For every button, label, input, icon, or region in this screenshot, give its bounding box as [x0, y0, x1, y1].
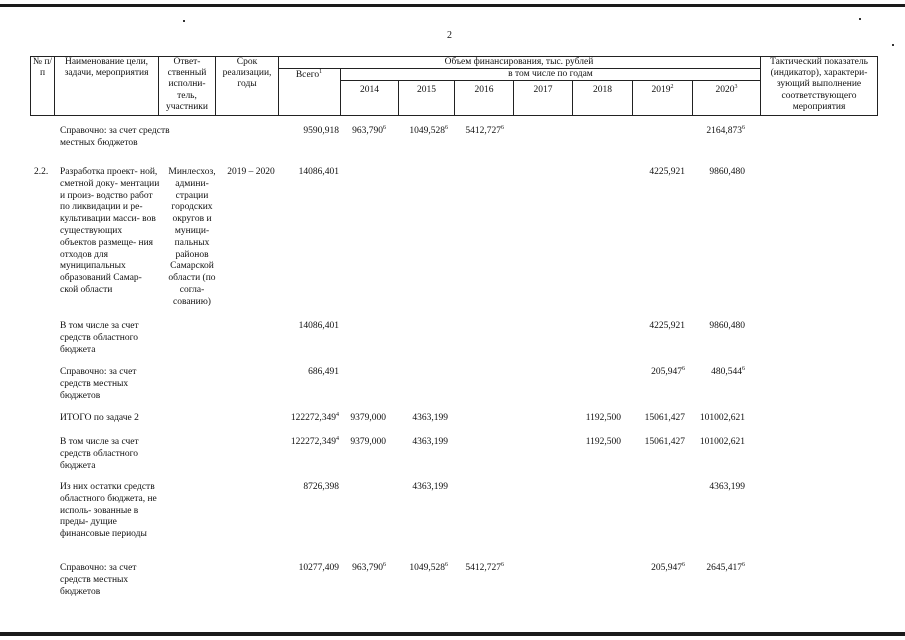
header-year-2019: 2019$^2$ — [651, 83, 674, 95]
header-col-divider — [158, 56, 159, 116]
row-total: 8726,398 — [303, 482, 339, 492]
header-year-2015: 2015 — [417, 85, 436, 95]
row-2016: 5412,727$^6$ — [465, 561, 504, 573]
header-num: № п/п — [32, 57, 53, 79]
row-term: 2019 – 2020 — [227, 167, 275, 177]
row-total: 14086,401 — [298, 321, 339, 331]
header-year-2020: 2020$^3$ — [715, 83, 738, 95]
row-2019: 205,947$^6$ — [651, 561, 685, 573]
scan-speck — [183, 20, 185, 22]
row-2014: 963,790$^6$ — [352, 561, 386, 573]
header-name: Наименование цели, задачи, мероприятия — [64, 57, 149, 79]
row-2019: 4225,921 — [649, 167, 685, 177]
header-col-divider — [54, 56, 55, 116]
header-by-years: в том числе по годам — [508, 69, 593, 79]
row-2020: 2164,873$^6$ — [706, 124, 745, 136]
row-name: В том числе за счет средств областного бюджета — [60, 437, 139, 471]
row-2015: 1049,528$^6$ — [409, 124, 448, 136]
row-num: 2.2. — [34, 167, 49, 177]
row-2016: 5412,727$^6$ — [465, 124, 504, 136]
top-border-line — [0, 4, 905, 7]
header-term: Срок реализации, годы — [222, 57, 272, 90]
row-2015: 4363,199 — [412, 437, 448, 447]
table-header — [30, 56, 878, 116]
row-2020: 2645,417$^6$ — [706, 561, 745, 573]
header-year-2017: 2017 — [533, 85, 553, 95]
row-name: Разработка проект- ной, сметной доку- ментации и произ- водство работ по ликвидации и ре- культивации масси- вов существующих объектов размеще- ния отходов для муниципальных образований Самар- ской области — [60, 167, 160, 295]
row-2020: 4363,199 — [709, 482, 745, 492]
row-2020: 480,544$^6$ — [711, 365, 745, 377]
header-responsible: Ответ- ственный исполни- тель, участники — [166, 57, 208, 112]
row-name: Из них остатки средств областного бюджета, не исполь- зованные в преды- дущие финансовые периоды — [60, 482, 157, 540]
header-year-2016: 2016 — [474, 85, 494, 95]
row-2014: 9379,000 — [350, 437, 386, 447]
header-col-divider — [877, 56, 878, 116]
row-responsible: Минлесхоз, админи- страции городских округов и муници- пальных районов Самарской области (по согла- сованию) — [168, 167, 216, 307]
header-volume-title: Объем финансирования, тыс. рублей — [444, 57, 594, 67]
row-name: Справочно: за счет средств местных бюджетов — [60, 563, 137, 597]
scan-speck — [859, 18, 861, 20]
row-2020: 101002,621 — [699, 413, 745, 423]
row-2019: 15061,427 — [644, 437, 685, 447]
row-2014: 9379,000 — [350, 413, 386, 423]
row-2019: 15061,427 — [644, 413, 685, 423]
row-2019: 4225,921 — [649, 321, 685, 331]
row-total: 122272,349$^4$ — [290, 435, 339, 447]
row-2020: 9860,480 — [709, 167, 745, 177]
page-number: 2 — [447, 30, 452, 41]
row-2014: 963,790$^6$ — [352, 124, 386, 136]
row-name: ИТОГО по задаче 2 — [60, 413, 139, 423]
header-year-2014: 2014 — [360, 85, 379, 95]
row-2015: 1049,528$^6$ — [409, 561, 448, 573]
row-total: 14086,401 — [298, 167, 339, 177]
row-total: 686,491 — [308, 367, 339, 377]
row-total: 10277,409 — [298, 563, 339, 573]
row-2015: 4363,199 — [412, 482, 448, 492]
bottom-border-line — [0, 632, 905, 636]
row-name: В том числе за счет средств областного бюджета — [60, 321, 139, 355]
row-name: Справочно: за счет средств местных бюджетов — [60, 367, 137, 401]
row-total: 9590,918 — [303, 126, 339, 136]
row-2020: 9860,480 — [709, 321, 745, 331]
row-total: 122272,349$^4$ — [290, 411, 339, 423]
header-indicator: Тактический показатель (индикатор), характери- зующий выполнение соответствующего мероприятия — [770, 57, 868, 112]
scan-speck — [892, 44, 894, 46]
row-2018: 1192,500 — [585, 437, 621, 447]
row-2018: 1192,500 — [585, 413, 621, 423]
row-2020: 101002,621 — [699, 437, 745, 447]
row-2019: 205,947$^6$ — [651, 365, 685, 377]
header-year-2018: 2018 — [593, 85, 612, 95]
row-name: Справочно: за счет средств местных бюджетов — [60, 126, 170, 148]
header-total: Всего$^1$ — [295, 68, 323, 80]
row-2015: 4363,199 — [412, 413, 448, 423]
